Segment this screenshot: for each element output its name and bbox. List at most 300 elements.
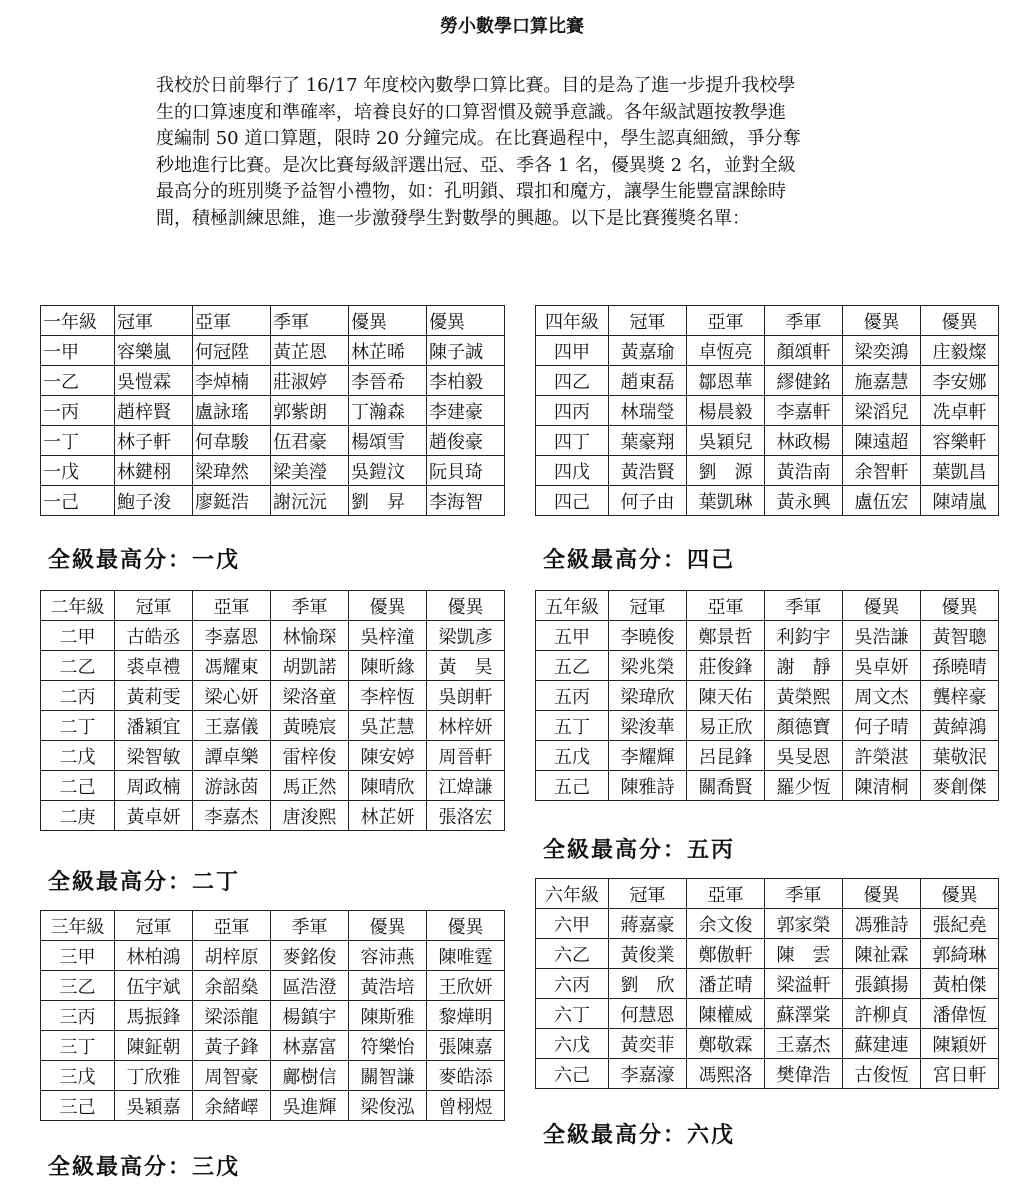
winner-cell: 吳芷慧 xyxy=(349,711,427,741)
intro-line: 我校於日前舉行了 16/17 年度校內數學口算比賽。目的是為了進一步提升我校學 xyxy=(156,75,796,96)
winner-cell: 張陳嘉 xyxy=(427,1031,505,1061)
winner-cell: 周政楠 xyxy=(115,771,193,801)
table-row xyxy=(536,909,999,939)
winner-cell: 關智謙 xyxy=(349,1061,427,1091)
class-cell: 六甲 xyxy=(536,909,609,939)
award-header: 優異 xyxy=(921,879,999,909)
winner-cell: 陳安婷 xyxy=(349,741,427,771)
winner-cell: 伍君豪 xyxy=(271,426,349,456)
winner-cell: 余智軒 xyxy=(843,456,921,486)
table-row xyxy=(536,426,999,456)
table-row xyxy=(41,1091,505,1121)
winner-cell: 吳穎嘉 xyxy=(115,1091,193,1121)
winner-cell: 林芷妍 xyxy=(349,801,427,831)
winner-cell: 陳權威 xyxy=(687,999,765,1029)
table-row xyxy=(41,426,505,456)
winner-cell: 余文俊 xyxy=(687,909,765,939)
winner-cell: 陳遠超 xyxy=(843,426,921,456)
winner-cell: 黃智聰 xyxy=(921,621,999,651)
grade-table-6 xyxy=(535,878,999,1089)
class-cell: 六戊 xyxy=(536,1029,609,1059)
class-cell: 三丙 xyxy=(41,1001,115,1031)
winner-cell: 林愉琛 xyxy=(271,621,349,651)
intro-line: 最高分的班別獎予益智小禮物，如：孔明鎖、環扣和魔方，讓學生能豐富課餘時 xyxy=(156,181,786,202)
class-cell: 一乙 xyxy=(41,366,115,396)
grade-header: 三年級 xyxy=(41,911,115,941)
winner-cell: 盧伍宏 xyxy=(843,486,921,516)
winner-cell: 林梓妍 xyxy=(427,711,505,741)
award-header: 季軍 xyxy=(765,879,843,909)
class-cell: 二戊 xyxy=(41,741,115,771)
winner-cell: 何韋駿 xyxy=(193,426,271,456)
winner-cell: 劉 欣 xyxy=(609,969,687,999)
class-cell: 六丁 xyxy=(536,999,609,1029)
winner-cell: 馮耀東 xyxy=(193,651,271,681)
winner-cell: 楊鎮宇 xyxy=(271,1001,349,1031)
winner-cell: 繆健銘 xyxy=(765,366,843,396)
winner-cell: 宮日軒 xyxy=(921,1059,999,1089)
winner-cell: 李嘉杰 xyxy=(193,801,271,831)
table-row xyxy=(41,1031,505,1061)
table-header-row xyxy=(41,911,505,941)
winner-cell: 區浩澄 xyxy=(271,971,349,1001)
winner-cell: 李曉俊 xyxy=(609,621,687,651)
winner-cell: 馮雅詩 xyxy=(843,909,921,939)
table-row xyxy=(41,366,505,396)
table-row xyxy=(536,741,999,771)
winner-cell: 何子晴 xyxy=(843,711,921,741)
winner-cell: 梁奕鴻 xyxy=(843,336,921,366)
winner-cell: 胡梓原 xyxy=(193,941,271,971)
table-row xyxy=(41,396,505,426)
winner-cell: 陳唯霆 xyxy=(427,941,505,971)
winner-cell: 李焯楠 xyxy=(193,366,271,396)
intro-line: 度編制 50 道口算題，限時 20 分鐘完成。在比賽過程中，學生認真細緻，爭分奪 xyxy=(156,128,801,149)
grade-table-1 xyxy=(40,305,505,516)
winner-cell: 梁溢軒 xyxy=(765,969,843,999)
award-header: 亞軍 xyxy=(687,879,765,909)
table-row xyxy=(41,771,505,801)
winner-cell: 容沛燕 xyxy=(349,941,427,971)
class-cell: 六己 xyxy=(536,1059,609,1089)
award-header: 優異 xyxy=(843,879,921,909)
winner-cell: 顏德寶 xyxy=(765,711,843,741)
winner-cell: 黃浩培 xyxy=(349,971,427,1001)
winner-cell: 陳清桐 xyxy=(843,771,921,801)
winner-cell: 林嘉富 xyxy=(271,1031,349,1061)
winner-cell: 黃浩南 xyxy=(765,456,843,486)
table-row xyxy=(41,801,505,831)
class-cell: 三己 xyxy=(41,1091,115,1121)
award-header: 優異 xyxy=(921,306,999,336)
winner-cell: 林子軒 xyxy=(115,426,193,456)
winner-cell: 顏頌軒 xyxy=(765,336,843,366)
award-header: 冠軍 xyxy=(115,591,193,621)
table-row xyxy=(536,486,999,516)
winner-cell: 周晉軒 xyxy=(427,741,505,771)
winner-cell: 梁智敏 xyxy=(115,741,193,771)
top-class-label: 全級最高分：四己 xyxy=(543,547,736,573)
winner-cell: 陳祉霖 xyxy=(843,939,921,969)
class-cell: 二庚 xyxy=(41,801,115,831)
winner-cell: 龔梓豪 xyxy=(921,681,999,711)
award-header: 優異 xyxy=(349,911,427,941)
intro-line: 間，積極訓練思維，進一步激發學生對數學的興趣。以下是比賽獲獎名單： xyxy=(156,207,750,229)
winner-cell: 吳鎧汶 xyxy=(349,456,427,486)
winner-cell: 陳雅詩 xyxy=(609,771,687,801)
winner-cell: 麥皓添 xyxy=(427,1061,505,1091)
class-cell: 一丙 xyxy=(41,396,115,426)
award-header: 亞軍 xyxy=(193,591,271,621)
grade-table-5 xyxy=(535,590,999,801)
table-row xyxy=(41,971,505,1001)
page-title: 勞小數學口算比賽 xyxy=(440,16,584,37)
winner-cell: 丁瀚森 xyxy=(349,396,427,426)
award-header: 冠軍 xyxy=(115,911,193,941)
winner-cell: 呂昆鋒 xyxy=(687,741,765,771)
table-row xyxy=(41,681,505,711)
winner-cell: 梁滔兒 xyxy=(843,396,921,426)
winner-cell: 鄭景哲 xyxy=(687,621,765,651)
winner-cell: 趙俊豪 xyxy=(427,426,505,456)
class-cell: 四甲 xyxy=(536,336,609,366)
winner-cell: 曾栩煜 xyxy=(427,1091,505,1121)
award-header: 季軍 xyxy=(765,591,843,621)
winner-cell: 古俊恆 xyxy=(843,1059,921,1089)
top-class-label: 全級最高分：一戊 xyxy=(48,547,241,573)
winner-cell: 關喬賢 xyxy=(687,771,765,801)
winner-cell: 葉敬泯 xyxy=(921,741,999,771)
winner-cell: 黃 昊 xyxy=(427,651,505,681)
winner-cell: 黃曉宸 xyxy=(271,711,349,741)
table-row xyxy=(41,741,505,771)
grade-table-3 xyxy=(40,910,505,1121)
winner-cell: 葉凱琳 xyxy=(687,486,765,516)
winner-cell: 蔣嘉豪 xyxy=(609,909,687,939)
winner-cell: 庄毅燦 xyxy=(921,336,999,366)
class-cell: 五丙 xyxy=(536,681,609,711)
winner-cell: 黃俊業 xyxy=(609,939,687,969)
intro-line: 生的口算速度和準確率，培養良好的口算習慣及競爭意識。各年級試題按教學進 xyxy=(156,101,786,123)
winner-cell: 施嘉慧 xyxy=(843,366,921,396)
winner-cell: 楊晨毅 xyxy=(687,396,765,426)
winner-cell: 鄺樹信 xyxy=(271,1061,349,1091)
grade-table-2 xyxy=(40,590,505,831)
winner-cell: 容樂軒 xyxy=(921,426,999,456)
grade-table-4 xyxy=(535,305,999,516)
winner-cell: 李梓恆 xyxy=(349,681,427,711)
winner-cell: 李海智 xyxy=(427,486,505,516)
class-cell: 一丁 xyxy=(41,426,115,456)
winner-cell: 馬正然 xyxy=(271,771,349,801)
award-header: 優異 xyxy=(349,591,427,621)
winner-cell: 陳穎妍 xyxy=(921,1029,999,1059)
winner-cell: 陳 雲 xyxy=(765,939,843,969)
winner-cell: 黃浩賢 xyxy=(609,456,687,486)
class-cell: 四丁 xyxy=(536,426,609,456)
winner-cell: 鮑子浚 xyxy=(115,486,193,516)
winner-cell: 麥銘俊 xyxy=(271,941,349,971)
winner-cell: 梁洛童 xyxy=(271,681,349,711)
table-row xyxy=(536,939,999,969)
winner-cell: 楊頌雪 xyxy=(349,426,427,456)
class-cell: 四丙 xyxy=(536,396,609,426)
winner-cell: 謝沅沅 xyxy=(271,486,349,516)
award-header: 優異 xyxy=(427,911,505,941)
winner-cell: 潘穎宜 xyxy=(115,711,193,741)
award-header: 亞軍 xyxy=(193,911,271,941)
winner-cell: 利鈞宇 xyxy=(765,621,843,651)
table-row xyxy=(536,651,999,681)
winner-cell: 王嘉杰 xyxy=(765,1029,843,1059)
award-header: 季軍 xyxy=(271,306,349,336)
class-cell: 二甲 xyxy=(41,621,115,651)
table-header-row xyxy=(536,591,999,621)
grade-header: 四年級 xyxy=(536,306,609,336)
award-header: 冠軍 xyxy=(609,879,687,909)
winner-cell: 蘇建連 xyxy=(843,1029,921,1059)
award-header: 季軍 xyxy=(271,591,349,621)
winner-cell: 梁俊泓 xyxy=(349,1091,427,1121)
winner-cell: 吳朗軒 xyxy=(427,681,505,711)
winner-cell: 李耀輝 xyxy=(609,741,687,771)
winner-cell: 林鍵栩 xyxy=(115,456,193,486)
winner-cell: 郭紫朗 xyxy=(271,396,349,426)
winner-cell: 卓恆亮 xyxy=(687,336,765,366)
award-header: 優異 xyxy=(843,306,921,336)
winner-cell: 吳旻恩 xyxy=(765,741,843,771)
winner-cell: 古皓丞 xyxy=(115,621,193,651)
winner-cell: 李嘉恩 xyxy=(193,621,271,651)
winner-cell: 莊俊鋒 xyxy=(687,651,765,681)
winner-cell: 趙梓賢 xyxy=(115,396,193,426)
winner-cell: 黎燁明 xyxy=(427,1001,505,1031)
winner-cell: 黃榮熙 xyxy=(765,681,843,711)
winner-cell: 梁兆榮 xyxy=(609,651,687,681)
winner-cell: 潘芷晴 xyxy=(687,969,765,999)
award-header: 優異 xyxy=(921,591,999,621)
winner-cell: 王嘉儀 xyxy=(193,711,271,741)
table-header-row xyxy=(536,879,999,909)
winner-cell: 盧詠瑤 xyxy=(193,396,271,426)
class-cell: 五乙 xyxy=(536,651,609,681)
winner-cell: 許柳貞 xyxy=(843,999,921,1029)
winner-cell: 容樂嵐 xyxy=(115,336,193,366)
winner-cell: 吳穎兒 xyxy=(687,426,765,456)
winner-cell: 黃嘉瑜 xyxy=(609,336,687,366)
table-row xyxy=(41,1001,505,1031)
winner-cell: 冼卓軒 xyxy=(921,396,999,426)
winner-cell: 葉凱昌 xyxy=(921,456,999,486)
winner-cell: 李建豪 xyxy=(427,396,505,426)
winner-cell: 譚卓樂 xyxy=(193,741,271,771)
winner-cell: 吳卓妍 xyxy=(843,651,921,681)
winner-cell: 余緒嶧 xyxy=(193,1091,271,1121)
winner-cell: 王欣妍 xyxy=(427,971,505,1001)
table-row xyxy=(536,456,999,486)
award-header: 亞軍 xyxy=(687,591,765,621)
winner-cell: 黃綽鴻 xyxy=(921,711,999,741)
award-header: 季軍 xyxy=(271,911,349,941)
top-class-label: 全級最高分：二丁 xyxy=(48,869,241,895)
table-row xyxy=(41,456,505,486)
winner-cell: 黃奕菲 xyxy=(609,1029,687,1059)
grade-header: 五年級 xyxy=(536,591,609,621)
winner-cell: 馮熙洛 xyxy=(687,1059,765,1089)
winner-cell: 林柏鴻 xyxy=(115,941,193,971)
award-header: 季軍 xyxy=(765,306,843,336)
winner-cell: 陳鉦朝 xyxy=(115,1031,193,1061)
winner-cell: 張紀堯 xyxy=(921,909,999,939)
table-row xyxy=(41,711,505,741)
class-cell: 二丙 xyxy=(41,681,115,711)
class-cell: 四己 xyxy=(536,486,609,516)
class-cell: 五丁 xyxy=(536,711,609,741)
winner-cell: 易正欣 xyxy=(687,711,765,741)
winner-cell: 陳天佑 xyxy=(687,681,765,711)
table-row xyxy=(536,1029,999,1059)
winner-cell: 黃柏傑 xyxy=(921,969,999,999)
class-cell: 二乙 xyxy=(41,651,115,681)
winner-cell: 許榮湛 xyxy=(843,741,921,771)
class-cell: 五甲 xyxy=(536,621,609,651)
winner-cell: 羅少恆 xyxy=(765,771,843,801)
winner-cell: 潘偉恆 xyxy=(921,999,999,1029)
class-cell: 三戊 xyxy=(41,1061,115,1091)
winner-cell: 黃永興 xyxy=(765,486,843,516)
table-row xyxy=(41,941,505,971)
winner-cell: 鄭傲軒 xyxy=(687,939,765,969)
winner-cell: 樊偉浩 xyxy=(765,1059,843,1089)
winner-cell: 何冠陞 xyxy=(193,336,271,366)
table-row xyxy=(536,999,999,1029)
winner-cell: 孫曉晴 xyxy=(921,651,999,681)
winner-cell: 郭綺琳 xyxy=(921,939,999,969)
table-row xyxy=(536,681,999,711)
award-header: 冠軍 xyxy=(115,306,193,336)
winner-cell: 梁瑋欣 xyxy=(609,681,687,711)
winner-cell: 江煒謙 xyxy=(427,771,505,801)
winner-cell: 陳靖嵐 xyxy=(921,486,999,516)
award-header: 冠軍 xyxy=(609,591,687,621)
award-header: 優異 xyxy=(427,306,505,336)
winner-cell: 何慧恩 xyxy=(609,999,687,1029)
winner-cell: 唐浚熙 xyxy=(271,801,349,831)
table-row xyxy=(536,1059,999,1089)
winner-cell: 陳昕緣 xyxy=(349,651,427,681)
table-row xyxy=(41,621,505,651)
winner-cell: 黃子鋒 xyxy=(193,1031,271,1061)
winner-cell: 陳子誠 xyxy=(427,336,505,366)
award-header: 優異 xyxy=(349,306,427,336)
winner-cell: 吳愷霖 xyxy=(115,366,193,396)
winner-cell: 吳浩謙 xyxy=(843,621,921,651)
winner-cell: 梁浚華 xyxy=(609,711,687,741)
winner-cell: 李嘉濠 xyxy=(609,1059,687,1089)
class-cell: 四戊 xyxy=(536,456,609,486)
winner-cell: 阮貝琦 xyxy=(427,456,505,486)
table-header-row xyxy=(41,591,505,621)
top-class-label: 全級最高分：三戊 xyxy=(48,1154,241,1180)
grade-header: 一年級 xyxy=(41,306,115,336)
class-cell: 五戊 xyxy=(536,741,609,771)
winner-cell: 符樂怡 xyxy=(349,1031,427,1061)
winner-cell: 麥創傑 xyxy=(921,771,999,801)
winner-cell: 陳晴欣 xyxy=(349,771,427,801)
winner-cell: 林政楊 xyxy=(765,426,843,456)
winner-cell: 葉豪翔 xyxy=(609,426,687,456)
winner-cell: 李嘉軒 xyxy=(765,396,843,426)
winner-cell: 梁添龍 xyxy=(193,1001,271,1031)
winner-cell: 李柏毅 xyxy=(427,366,505,396)
class-cell: 六丙 xyxy=(536,969,609,999)
award-header: 亞軍 xyxy=(193,306,271,336)
award-header: 冠軍 xyxy=(609,306,687,336)
table-row xyxy=(536,396,999,426)
winner-cell: 余韶燊 xyxy=(193,971,271,1001)
winner-cell: 李安娜 xyxy=(921,366,999,396)
class-cell: 二己 xyxy=(41,771,115,801)
table-header-row xyxy=(41,306,505,336)
table-row xyxy=(41,336,505,366)
winner-cell: 丁欣雅 xyxy=(115,1061,193,1091)
class-cell: 六乙 xyxy=(536,939,609,969)
winner-cell: 胡凱諾 xyxy=(271,651,349,681)
winner-cell: 梁凱彥 xyxy=(427,621,505,651)
winner-cell: 鄭敬霖 xyxy=(687,1029,765,1059)
winner-cell: 廖鋌浩 xyxy=(193,486,271,516)
winner-cell: 吳進輝 xyxy=(271,1091,349,1121)
table-row xyxy=(536,711,999,741)
winner-cell: 謝 靜 xyxy=(765,651,843,681)
table-row xyxy=(41,1061,505,1091)
intro-paragraph xyxy=(156,73,876,232)
award-header: 亞軍 xyxy=(687,306,765,336)
table-row xyxy=(41,651,505,681)
winner-cell: 周智豪 xyxy=(193,1061,271,1091)
award-header: 優異 xyxy=(843,591,921,621)
winner-cell: 李晉希 xyxy=(349,366,427,396)
winner-cell: 黃卓妍 xyxy=(115,801,193,831)
table-row xyxy=(536,771,999,801)
winner-cell: 林瑞瑩 xyxy=(609,396,687,426)
winner-cell: 黃莉雯 xyxy=(115,681,193,711)
class-cell: 三甲 xyxy=(41,941,115,971)
class-cell: 一甲 xyxy=(41,336,115,366)
class-cell: 三乙 xyxy=(41,971,115,1001)
class-cell: 一己 xyxy=(41,486,115,516)
winner-cell: 趙東磊 xyxy=(609,366,687,396)
table-row xyxy=(536,336,999,366)
winner-cell: 馬振鋒 xyxy=(115,1001,193,1031)
grade-header: 二年級 xyxy=(41,591,115,621)
winner-cell: 蘇澤棠 xyxy=(765,999,843,1029)
class-cell: 二丁 xyxy=(41,711,115,741)
table-row xyxy=(536,621,999,651)
winner-cell: 雷梓俊 xyxy=(271,741,349,771)
table-row xyxy=(536,366,999,396)
winner-cell: 伍宇斌 xyxy=(115,971,193,1001)
winner-cell: 張鎮揚 xyxy=(843,969,921,999)
winner-cell: 何子由 xyxy=(609,486,687,516)
award-header: 優異 xyxy=(427,591,505,621)
intro-line: 秒地進行比賽。是次比賽每級評選出冠、亞、季各 1 名，優異獎 2 名，並對全級 xyxy=(156,154,796,176)
table-row xyxy=(41,486,505,516)
winner-cell: 游詠茵 xyxy=(193,771,271,801)
class-cell: 三丁 xyxy=(41,1031,115,1061)
winner-cell: 吳梓潼 xyxy=(349,621,427,651)
winner-cell: 張洛宏 xyxy=(427,801,505,831)
